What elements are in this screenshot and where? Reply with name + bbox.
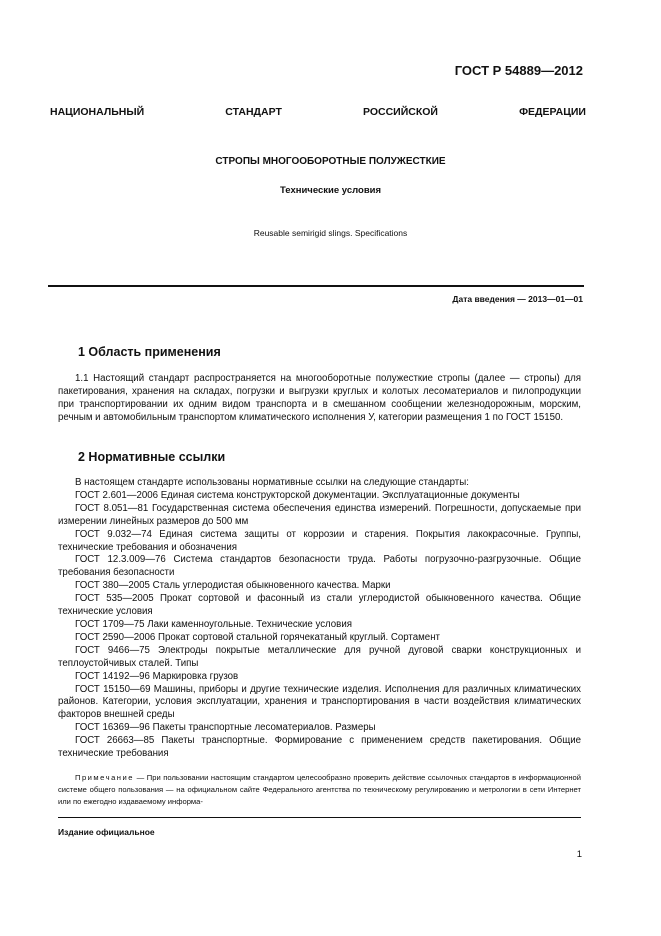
section-2-heading: 2 Нормативные ссылки xyxy=(78,450,226,464)
page-number: 1 xyxy=(576,849,582,860)
reference-item: ГОСТ 14192—96 Маркировка грузов xyxy=(75,670,239,682)
reference-item: ГОСТ 2.601—2006 Единая система конструкторской документации. Эксплуатационные документы xyxy=(75,489,520,501)
footer-divider xyxy=(58,817,581,818)
reference-intro: В настоящем стандарте использованы нормативные ссылки на следующие стандарты: xyxy=(75,477,469,488)
section-1-body xyxy=(58,373,581,425)
banner-word: ФЕДЕРАЦИИ xyxy=(519,106,586,118)
english-title: Reusable semirigid slings. Specifications xyxy=(253,228,408,238)
reference-item: ГОСТ 12.3.009—76 Система стандартов безопасности труда. Работы погрузочно-разгрузочные. Общие требования безопасности xyxy=(58,554,581,579)
section-1-heading: 1 Область применения xyxy=(78,345,221,359)
reference-item: ГОСТ 26663—85 Пакеты транспортные. Формирование с применением средств пакетирования. Общие технические требования xyxy=(58,735,581,760)
banner-word: РОССИЙСКОЙ xyxy=(362,106,438,118)
edition-note: Издание официальное xyxy=(58,827,155,837)
reference-item: ГОСТ 1709—75 Лаки каменноугольные. Технические условия xyxy=(75,618,352,630)
reference-item: ГОСТ 9.032—74 Единая система защиты от коррозии и старения. Покрытия лакокрасочные. Группы, технические требования и обозначения xyxy=(58,528,581,553)
note-label: Примечание xyxy=(75,773,134,782)
introduction-date: Дата введения — 2013—01—01 xyxy=(452,294,583,304)
note-text: — При пользовании настоящим стандартом целесообразно проверить действие ссылочных стандартов в информационной системе общего пользования — на официальном сайте Федерального агентства по техническому регулированию и метрологии в сети Интернет или по ежегодно издаваемому информа- xyxy=(58,773,581,806)
reference-item: ГОСТ 9466—75 Электроды покрытые металлические для ручной дуговой сварки конструкционных и теплоустойчивых сталей. Типы xyxy=(58,644,581,669)
reference-item: ГОСТ 16369—96 Пакеты транспортные лесоматериалов. Размеры xyxy=(75,722,376,734)
section-2-body xyxy=(58,477,581,761)
reference-item: ГОСТ 380—2005 Сталь углеродистая обыкновенного качества. Марки xyxy=(75,580,391,592)
document-number: ГОСТ Р 54889—2012 xyxy=(454,63,583,78)
title-divider xyxy=(48,285,584,287)
note-block xyxy=(58,772,581,807)
document-title: СТРОПЫ МНОГООБОРОТНЫЕ ПОЛУЖЕСТКИЕ xyxy=(215,156,446,167)
reference-item: ГОСТ 15150—69 Машины, приборы и другие технические изделия. Исполнения для различных климатических районов. Категории, условия эксплуатации, хранения и транспортирования в части воздействия климатических факторов внешней среды xyxy=(58,683,581,721)
reference-item: ГОСТ 2590—2006 Прокат сортовой стальной горячекатаный круглый. Сортамент xyxy=(75,631,440,643)
reference-item: ГОСТ 535—2005 Прокат сортовой и фасонный из стали углеродистой обыкновенного качества. Общие технические условия xyxy=(58,593,581,618)
banner-word: НАЦИОНАЛЬНЫЙ xyxy=(50,106,145,118)
document-subtitle: Технические условия xyxy=(279,185,382,196)
banner-word: СТАНДАРТ xyxy=(225,106,282,118)
paragraph: 1.1 Настоящий стандарт распространяется на многооборотные полужесткие стропы (далее — стропы) для пакетирования, хранения на складах, погрузки и выгрузки круглых и колотых лесоматериалов и пилопродукции при транспортировании их одним видом транспорта и в смешанном сообщении железнодорожным, морским, речным и автомобильным транспортом климатического исполнения У, категории размещения 1 по ГОСТ 15150. xyxy=(58,373,581,423)
reference-item: ГОСТ 8.051—81 Государственная система обеспечения единства измерений. Погрешности, допускаемые при измерении линейных размеров до 500 мм xyxy=(58,502,581,527)
national-standard-banner xyxy=(50,106,586,118)
